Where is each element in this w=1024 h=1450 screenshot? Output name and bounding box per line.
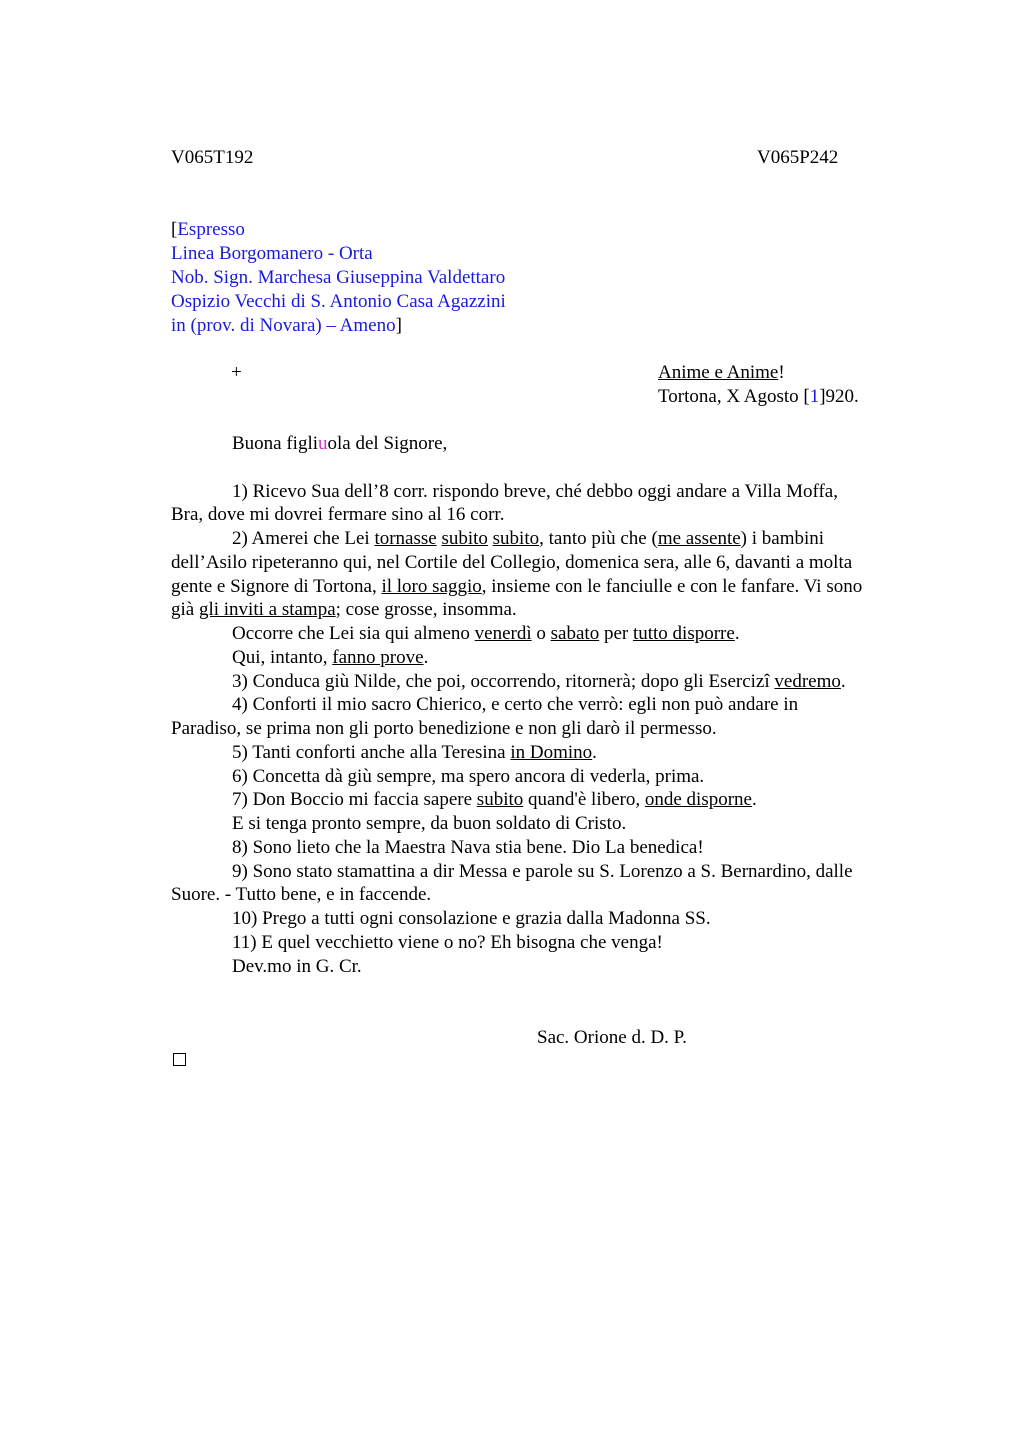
- paragraph-13: 10) Prego a tutti ogni consolazione e grazia dalla Madonna SS.: [232, 908, 711, 929]
- salutation: Buona figliuola del Signore,: [232, 433, 448, 454]
- document-code-left: V065T192: [171, 147, 254, 168]
- paragraph-1-line-2: Bra, dove mi dovrei fermare sino al 16 corr.: [171, 504, 505, 525]
- signature: Sac. Orione d. D. P.: [537, 1027, 687, 1048]
- paragraph-6-line-2: Paradiso, se prima non gli porto benedizione e non gli darò il permesso.: [171, 718, 717, 739]
- paragraph-2-line-1: 2) Amerei che Lei tornasse subito subito, tanto più che (me assente) i bambini: [232, 528, 825, 549]
- cross-symbol: +: [231, 362, 242, 383]
- paragraph-2-line-4: già gli inviti a stampa; cose grosse, insomma.: [171, 599, 517, 620]
- paragraph-2-line-2: dell’Asilo ripeteranno qui, nel Cortile del Collegio, domenica sera, alle 6, davanti a molta: [171, 552, 853, 573]
- paragraph-3: Occorre che Lei sia qui almeno venerdì o sabato per tutto disporre.: [232, 623, 740, 644]
- paragraph-6-line-1: 4) Conforti il mio sacro Chierico, e certo che verrò: egli non può andare in: [232, 694, 799, 715]
- paragraph-14: 11) E quel vecchietto viene o no? Eh bisogna che venga!: [232, 932, 663, 953]
- paragraph-9: 7) Don Boccio mi faccia sapere subito quand'è libero, onde disporne.: [232, 789, 757, 810]
- paragraph-10: E si tenga pronto sempre, da buon soldato di Cristo.: [232, 813, 627, 834]
- paragraph-8: 6) Concetta dà giù sempre, ma spero ancora di vederla, prima.: [232, 766, 705, 787]
- address-line-2: Linea Borgomanero - Orta: [171, 243, 373, 264]
- paragraph-12-line-1: 9) Sono stato stamattina a dir Messa e parole su S. Lorenzo a S. Bernardino, dalle: [232, 861, 853, 882]
- motto: Anime e Anime!: [658, 362, 785, 383]
- paragraph-5: 3) Conduca giù Nilde, che poi, occorrendo, ritornerà; dopo gli Esercizi vedremo.: [232, 671, 846, 692]
- address-line-4: Ospizio Vecchi di S. Antonio Casa Agazzini: [171, 291, 506, 312]
- paragraph-1-line-1: 1) Ricevo Sua dell’8 corr. rispondo breve, ché debbo oggi andare a Villa Moffa,: [232, 481, 838, 502]
- paragraph-2-line-3: gente e Signore di Tortona, il loro saggio, insieme con le fanciulle e con le fanfare. Vi sono: [171, 576, 863, 597]
- paragraph-7: 5) Tanti conforti anche alla Teresina in Domino.: [232, 742, 597, 763]
- paragraph-4: Qui, intanto, fanno prove.: [232, 647, 429, 668]
- date-line: Tortona, X Agosto [1]920.: [658, 386, 859, 407]
- paragraph-12-line-2: Suore. - Tutto bene, e in faccende.: [171, 884, 432, 905]
- document-code-right: V065P242: [757, 147, 839, 168]
- closing: Dev.mo in G. Cr.: [232, 956, 362, 977]
- address-line-1: [Espresso: [171, 219, 245, 240]
- address-line-5: in (prov. di Novara) – Ameno]: [171, 315, 402, 336]
- checkbox-square: [173, 1053, 186, 1066]
- paragraph-11: 8) Sono lieto che la Maestra Nava stia bene. Dio La benedica!: [232, 837, 704, 858]
- address-line-3: Nob. Sign. Marchesa Giuseppina Valdettaro: [171, 267, 506, 288]
